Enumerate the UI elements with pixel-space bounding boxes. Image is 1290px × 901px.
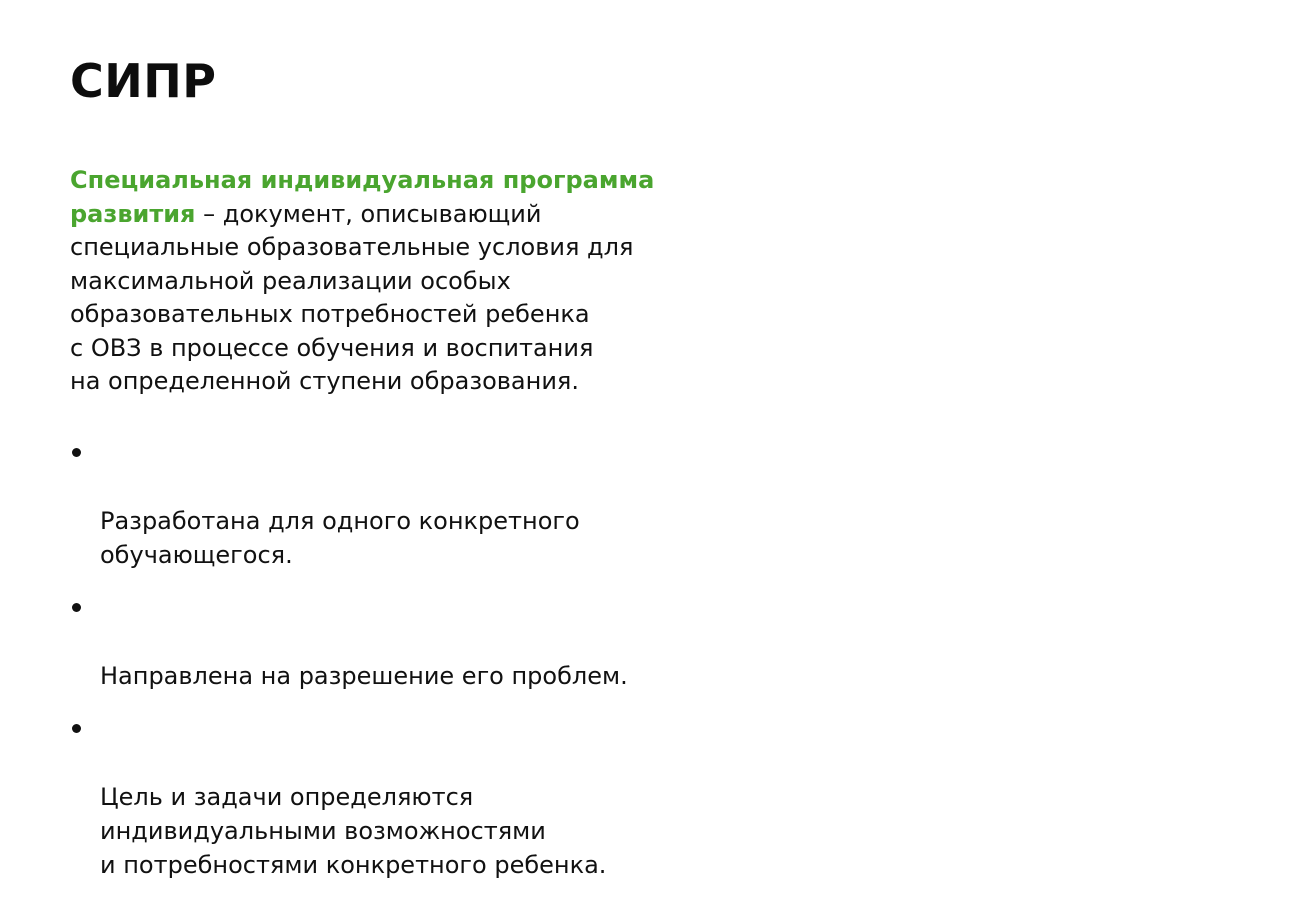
bullet-text: Разработана для одного конкретного обучающегося.	[100, 507, 580, 569]
bullet-icon	[72, 448, 81, 457]
definition-term: Специальная индивидуальная программа развития	[70, 166, 655, 228]
list-item	[70, 591, 710, 693]
definition-paragraph	[70, 164, 710, 399]
page-title: СИПР	[70, 54, 217, 108]
bullet-text: Направлена на разрешение его проблем.	[100, 662, 628, 690]
bullet-icon	[72, 603, 81, 612]
list-item	[70, 436, 710, 572]
bullet-list	[70, 436, 710, 901]
definition-text: – документ, описывающий специальные образовательные условия для максимальной реализации особых образовательных потребностей ребенка с ОВЗ в процессе обучения и воспитания на определенной ступени образования.	[70, 199, 634, 395]
bullet-icon	[72, 724, 81, 733]
list-item	[70, 712, 710, 882]
bullet-text: Цель и задачи определяются индивидуальными возможностями и потребностями конкретного ребенка.	[100, 783, 607, 879]
